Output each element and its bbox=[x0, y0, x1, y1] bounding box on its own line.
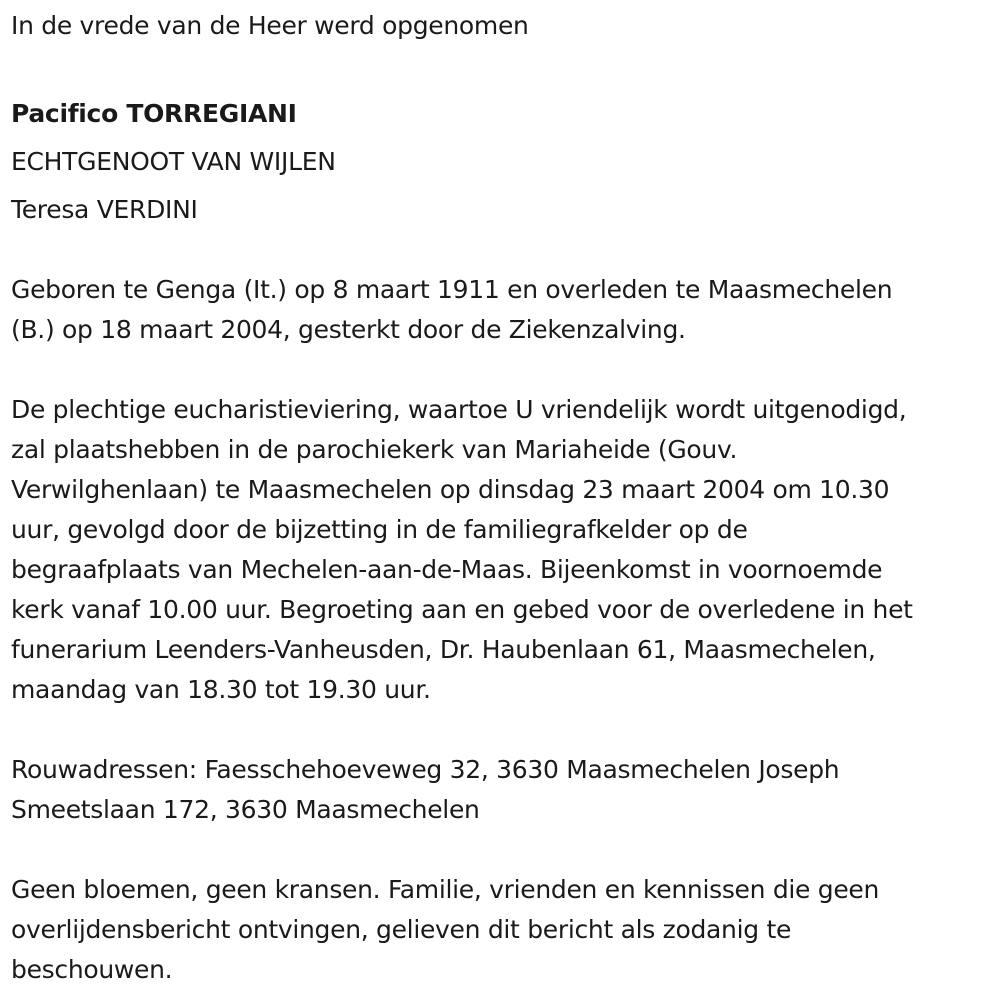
spacer bbox=[11, 46, 993, 86]
spacer bbox=[11, 830, 993, 870]
paragraph-line: Rouwadressen: Faesschehoeveweg 32, 3630 Maasmechelen Joseph bbox=[11, 755, 840, 784]
paragraph-line: (B.) op 18 maart 2004, gesterkt door de Ziekenzalving. bbox=[11, 315, 686, 344]
paragraph-line: overlijdensbericht ontvingen, gelieven dit bericht als zodanig te bbox=[11, 915, 792, 944]
deceased-name-text: Pacifico TORREGIANI bbox=[11, 99, 297, 128]
paragraph-line: maandag van 18.30 tot 19.30 uur. bbox=[11, 675, 431, 704]
paragraph-line: Geboren te Genga (It.) op 8 maart 1911 en overleden te Maasmechelen bbox=[11, 275, 893, 304]
spacer bbox=[11, 230, 993, 270]
paragraph-line: funerarium Leenders-Vanheusden, Dr. Haubenlaan 61, Maasmechelen, bbox=[11, 635, 876, 664]
deceased-name bbox=[11, 94, 993, 134]
service-paragraph bbox=[11, 390, 993, 710]
paragraph-line: Verwilghenlaan) te Maasmechelen op dinsdag 23 maart 2004 om 10.30 bbox=[11, 475, 890, 504]
birth-death-paragraph bbox=[11, 270, 993, 350]
spouse-name: Teresa VERDINI bbox=[11, 195, 198, 224]
paragraph-line: begraafplaats van Mechelen-aan-de-Maas. Bijeenkomst in voornoemde bbox=[11, 555, 883, 584]
relation-line: ECHTGENOOT VAN WIJLEN bbox=[11, 147, 336, 176]
paragraph-line: Smeetslaan 172, 3630 Maasmechelen bbox=[11, 795, 480, 824]
paragraph-line: De plechtige eucharistieviering, waartoe U vriendelijk wordt uitgenodigd, bbox=[11, 395, 907, 424]
paragraph-line: beschouwen. bbox=[11, 955, 173, 984]
closing-paragraph bbox=[11, 870, 993, 990]
paragraph-line: kerk vanaf 10.00 uur. Begroeting aan en gebed voor de overledene in het bbox=[11, 595, 913, 624]
intro-line: In de vrede van de Heer werd opgenomen bbox=[11, 11, 529, 40]
obituary-document bbox=[11, 6, 993, 990]
paragraph-line: uur, gevolgd door de bijzetting in de familiegrafkelder op de bbox=[11, 515, 748, 544]
paragraph-line: Geen bloemen, geen kransen. Familie, vrienden en kennissen die geen bbox=[11, 875, 880, 904]
paragraph-line: zal plaatshebben in de parochiekerk van Mariaheide (Gouv. bbox=[11, 435, 738, 464]
spacer bbox=[11, 350, 993, 390]
addresses-paragraph bbox=[11, 750, 993, 830]
spacer bbox=[11, 710, 993, 750]
